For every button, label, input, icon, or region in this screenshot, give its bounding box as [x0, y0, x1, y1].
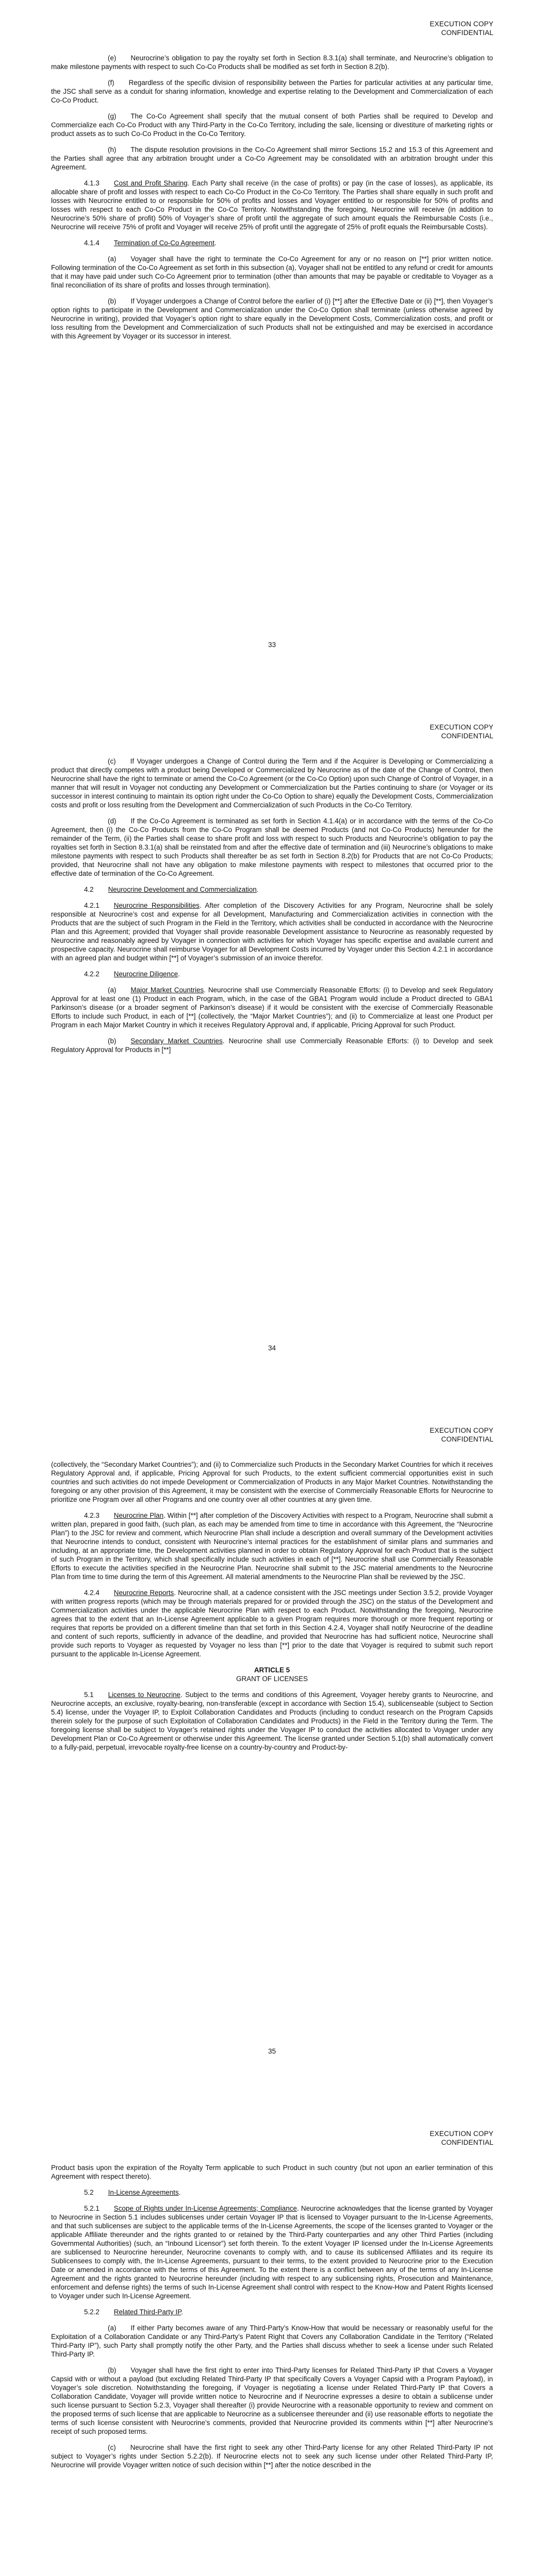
- article-number: ARTICLE 5: [254, 1666, 290, 1674]
- section-heading: Neurocrine Reports: [113, 1589, 174, 1597]
- section-4-2: 4.2 Neurocrine Development and Commercialization.: [84, 886, 259, 893]
- section-heading: Neurocrine Responsibilities: [113, 902, 200, 909]
- header-confidential: CONFIDENTIAL: [441, 732, 493, 740]
- section-heading: Secondary Market Countries: [130, 1037, 223, 1045]
- article-title: GRANT OF LICENSES: [236, 1675, 308, 1683]
- page-header: [430, 1426, 493, 1444]
- paragraph: (f) Regardless of the specific division of responsibility between the Parties for particular activities at any particular time, the JSC shall serve as a conduit for sharing information, knowledge and expertise relating to the Development and Commercialization of each Co-Co Product.: [51, 79, 493, 104]
- section-4-2-3: 4.2.3 Neurocrine Plan. Within [**] after completion of the Discovery Activities with respect to a Program, Neurocrine shall submit a written plan, prepared in good faith, (such plan, as each may be amended from time to time in accordance with this Agreement, the “Neurocrine Plan”) to the JSC for review and comment, which Neurocrine Plan shall include a description and overall summary of the Development activities that Neurocrine intends to conduct, consistent with Neurocrine’s internal practices for the establishment of similar plans and summaries and including, at an appropriate time, the Development activities planned in order to obtain Regulatory Approval for each Product that is the subject of such Program in the Territory, which shall specifically include such activities in each of [**]. Neurocrine shall use Commercially Reasonable Efforts to execute the activities specified in the Neurocrine Plan. Neurocrine shall submit to the JSC material amendments to the Neurocrine Plan from time to time during the term of this Agreement. All material amendments to the Neurocrine Plan shall be reviewed by the JSC.: [51, 1512, 493, 1581]
- header-execution-copy: EXECUTION COPY: [430, 2130, 493, 2138]
- section-heading: Neurocrine Development and Commercialization: [108, 886, 257, 893]
- page-33: [0, 0, 544, 703]
- page-number: 34: [268, 1344, 276, 1352]
- section-4-2-4: 4.2.4 Neurocrine Reports. Neurocrine shall, at a cadence consistent with the JSC meetings under Section 3.5.2, provide Voyager with written progress reports (which may be through materials prepared for or provided through the JSC) on the status of the Development and Commercialization activities under the applicable Neurocrine Plan with respect to each Product. Notwithstanding the foregoing, Neurocrine agrees that to the extent that an In-License Agreement applicable to a given Program requires more thorough or more frequent reporting or requires that reports be provided on a different timeline than that set forth in this Section 4.2.4, Voyager shall notify Neurocrine of the deadline and content of such reports, sufficiently in advance of the deadline, and provided that Neurocrine has had sufficient notice, Neurocrine shall provide such reports to Voyager as requested by Voyager no less than [**] prior to the date that Voyager is required to submit such report pursuant to the applicable In-License Agreement.: [51, 1589, 493, 1658]
- page-body: [51, 1460, 493, 1759]
- article-heading: [51, 1666, 493, 1683]
- section-heading: Scope of Rights under In-License Agreements; Compliance: [113, 2205, 297, 2212]
- header-confidential: CONFIDENTIAL: [441, 1435, 493, 1443]
- section-4-1-3: 4.1.3 Cost and Profit Sharing. Each Party shall receive (in the case of profits) or pay (in the case of losses), as applicable, its allocable share of profit and losses with respect to each Co-Co Product in the Co-Co Territory. The Parties shall share equally in such profit and losses with Neurocrine entitled to or responsible for 50% of profits and losses and Voyager entitled to or responsible for 50% of profits and losses with respect to each Co-Co Product in the Co-Co Territory. Notwithstanding the foregoing, Neurocrine will receive (in addition to Neurocrine’s 50% share of profit) 50% of Voyager’s share of profit until the aggregate of such amount equals the Reimbursable Costs (i.e., Neurocrine will receive 75% of profit and Voyager will receive 25% of profit until the aggregate of 25% of profit equals the Reimbursable Costs).: [51, 179, 493, 231]
- page-number: 33: [268, 641, 276, 649]
- section-heading: Termination of Co-Co Agreement: [113, 239, 215, 247]
- page-36: [0, 2110, 544, 2576]
- paragraph: (g) The Co-Co Agreement shall specify that the mutual consent of both Parties shall be required to Develop and Commercialize each Co-Co Product with any Third-Party in the Co-Co Territory, including the sale, licensing or divestiture of marketing rights or product assets as to such Co-Co Product in the Co-Co Territory.: [51, 112, 493, 138]
- header-confidential: CONFIDENTIAL: [441, 29, 493, 37]
- section-5-2-2: 5.2.2 Related Third-Party IP.: [84, 2308, 184, 2316]
- section-heading: Licenses to Neurocrine: [108, 1691, 180, 1699]
- section-heading: Neurocrine Plan: [113, 1512, 164, 1519]
- paragraph: (c) Neurocrine shall have the first right to seek any other Third-Party license for any other Related Third-Party IP not subject to Voyager’s rights under Section 5.2.2(b). If Neurocrine elects not to seek any such license under other Related Third-Party IP, Neurocrine will provide Voyager written notice of such decision within [**] after the notice described in the: [51, 2444, 493, 2469]
- paragraph: (b) Secondary Market Countries. Neurocrine shall use Commercially Reasonable Efforts: (i) to Develop and seek Regulatory Approval for Products in [**]: [51, 1037, 493, 1054]
- paragraph: (h) The dispute resolution provisions in the Co-Co Agreement shall mirror Sections 15.2 and 15.3 of this Agreement and the Parties shall agree that any arbitration brought under a Co-Co Agreement may be consolidated with an arbitration brought under this Agreement.: [51, 146, 493, 171]
- header-execution-copy: EXECUTION COPY: [430, 723, 493, 731]
- paragraph: (a) If either Party becomes aware of any Third-Party’s Know-How that would be necessary or reasonably useful for the Exploitation of a Collaboration Candidate or any Third-Party’s Patent Right that Covers any Collaboration Candidate in the Territory (“Related Third-Party IP”), such Party shall promptly notify the other Party, and the Parties shall discuss whether to seek a license under such Related Third-Party IP.: [51, 2324, 493, 2358]
- paragraph: (collectively, the “Secondary Market Countries”); and (ii) to Commercialize such Products in the Secondary Market Countries for which it receives Regulatory Approval and, if applicable, Pricing Approval for such Products, to the extent sufficient commercial opportunities exist in such countries and such activities do not impede Development or Commercialization of Products in any Major Market Countries. Notwithstanding the foregoing or any other provision of this Agreement, it may be consistent with the exercise of Commercially Reasonable Efforts for Neurocrine to prioritize one Program over all other Programs and one country over all other countries at any given time.: [51, 1461, 493, 1503]
- paragraph: (b) Voyager shall have the first right to enter into Third-Party licenses for Related Third-Party IP that Covers a Voyager Capsid with or without a payload (but excluding Related Third-Party IP that specifically Covers a Voyager Capsid with a Program Payload), in Voyager’s sole discretion. Notwithstanding the foregoing, if Voyager is negotiating a license under Related Third-Party IP that Covers a Collaboration Candidate, Voyager will provide written notice to Neurocrine and if Neurocrine expresses a desire to obtain a sublicense under such license pursuant to Section 5.2.3, Voyager shall thereafter (i) provide Neurocrine with a reasonable opportunity to review and comment on the proposed terms of such license that are applicable to Neurocrine as a sublicensee thereunder and (ii) use reasonable efforts to negotiate the terms of such license consistent with Neurocrine’s comments, provided that Neurocrine provided its comments within [**] after Neurocrine’s receipt of such proposed terms.: [51, 2366, 493, 2435]
- page-header: [430, 2129, 493, 2147]
- page-header: [430, 20, 493, 37]
- paragraph: Product basis upon the expiration of the Royalty Term applicable to such Product in such country (but not upon an earlier termination of this Agreement with respect thereto).: [51, 2164, 493, 2180]
- section-heading: Major Market Countries: [130, 986, 204, 994]
- section-4-2-2: 4.2.2 Neurocrine Diligence.: [84, 970, 180, 978]
- paragraph: (d) If the Co-Co Agreement is terminated as set forth in Section 4.1.4(a) or in accordance with the terms of the Co-Co Agreement, then (i) the Co-Co Products from the Co-Co Program shall be deemed Products (and not Co-Co Products) hereunder for the remainder of the Term, (ii) the Parties shall cease to share profit and loss with respect to such Products and Neurocrine’s obligation to pay the royalties set forth in Section 8.3.1(a) shall be reinstated from and after the effective date of termination and (iii) Neurocrine’s obligations to make milestone payments with respect to such Products shall thereafter be as set forth in Section 8.2(b) for Products that are not Co-Co Products; provided, that Neurocrine shall not have any obligation to make milestone payments with respect to milestones that occurred prior to the effective date of termination of the Co-Co Agreement.: [51, 817, 493, 877]
- header-confidential: CONFIDENTIAL: [441, 2139, 493, 2146]
- header-execution-copy: EXECUTION COPY: [430, 20, 493, 28]
- header-execution-copy: EXECUTION COPY: [430, 1427, 493, 1434]
- paragraph: (c) If Voyager undergoes a Change of Control during the Term and if the Acquirer is Developing or Commercializing a product that directly competes with a product being Developed or Commercialized by Neurocrine as of the date of the Change of Control, then Neurocrine shall have the right to terminate or amend the Co-Co Agreement (or the Co-Co Option) upon such Change of Control of Voyager, in a manner that will result in Voyager not conducting any Development or Commercialization but the Parties continuing to share (or Voyager or its successor in interest continuing to maintain its option right under the Co-Co Option to share) equally the Development Costs, Commercialization costs and profit or loss resulting from the Development and Commercialization of such Products in the Co-Co Territory.: [51, 757, 493, 809]
- page-body: [51, 54, 493, 348]
- paragraph: (e) Neurocrine’s obligation to pay the royalty set forth in Section 8.3.1(a) shall terminate, and Neurocrine’s obligation to make milestone payments with respect to such Co-Co Products shall be modified as set forth in Section 8.2(b).: [51, 54, 493, 71]
- section-heading: Related Third-Party IP: [113, 2308, 182, 2316]
- page-body: [51, 2163, 493, 2477]
- page-35: [0, 1406, 544, 2110]
- section-heading: Neurocrine Diligence: [113, 970, 178, 978]
- section-5-1: 5.1 Licenses to Neurocrine. Subject to the terms and conditions of this Agreement, Voyager hereby grants to Neurocrine, and Neurocrine accepts, an exclusive, royalty-bearing, non-transferable (except in accordance with Section 15.4), sublicenseable (subject to Section 5.4) license, under the Voyager IP, to Exploit Collaboration Candidates and Products (including to conduct research on the Program Capsids therein solely for the purpose of such Exploitation of Collaboration Candidates and Products) in the Field in the Territory during the Term. The foregoing license shall be subject to Voyager’s retained rights under the Voyager IP to conduct the activities allocated to Voyager under any Development Plan or Co-Co Agreement or otherwise under this Agreement. The license granted under Section 5.1(b) shall automatically convert to a fully-paid, perpetual, irrevocable royalty-free license on a country-by-country and Product-by-: [51, 1691, 493, 1751]
- section-5-2: 5.2 In-License Agreements.: [84, 2189, 181, 2196]
- page-body: [51, 757, 493, 1061]
- section-heading: Cost and Profit Sharing: [113, 179, 188, 187]
- section-5-2-1: 5.2.1 Scope of Rights under In-License Agreements; Compliance. Neurocrine acknowledges that the license granted by Voyager to Neurocrine in Section 5.1 includes sublicenses under certain Voyager IP that is licensed to Voyager pursuant to the In-License Agreements, and that such sublicenses are subject to the applicable terms of the In-License Agreements, the scope of the licenses granted to Voyager or the applicable Affiliate thereunder and the rights granted to or retained by the Third-Party counterparties and any other Third Parties (including Governmental Authorities) (such, an “Inbound Licensor”) set forth therein. To the extent Voyager IP licensed under the In-License Agreements are sublicensed to Neurocrine hereunder, Neurocrine covenants to comply with, and to cause its sublicensed Affiliates and its require its Sublicensees to comply with, the In-License Agreements, pursuant to their terms, to the extent provided to Neurocrine prior to the Execution Date or amended in accordance with the terms of this Agreement. To the extent there is a conflict between any of the terms of any In-License Agreement and the rights granted to Neurocrine hereunder (including with respect to any sublicensing rights, Prosecution and Maintenance, enforcement and defense rights) the terms of such In-License Agreement shall control with respect to the Know-How and Patent Rights licensed to Voyager under such In-License Agreement.: [51, 2205, 493, 2300]
- section-heading: In-License Agreements: [108, 2189, 179, 2196]
- section-4-1-4: 4.1.4 Termination of Co-Co Agreement.: [84, 239, 217, 247]
- section-4-2-1: 4.2.1 Neurocrine Responsibilities. After completion of the Discovery Activities for any Program, Neurocrine shall be solely responsible at Neurocrine’s cost and expense for all Development, Manufacturing and Commercialization activities in connection with the Products that are the subject of such Program in the Field in the Territory, which activities shall be conducted in accordance with the Neurocrine Plan and this Agreement; provided that Voyager shall provide reasonable Development assistance to Neurocrine as reasonably requested by Neurocrine and reasonably agreed by Voyager in connection with activities for which Voyager has specific expertise and available current and prospective capacity. Neurocrine shall reimburse Voyager for all Development Costs incurred by Voyager under this Section 4.2.1 in accordance with an agreed plan and budget within [**] of Voyager’s submission of an invoice therefor.: [51, 902, 493, 962]
- paragraph: (a) Voyager shall have the right to terminate the Co-Co Agreement for any or no reason on [**] prior written notice. Following termination of the Co-Co Agreement as set forth in this subsection (a), Voyager shall not be entitled to any refund or credit for amounts that it may have paid under such Co-Co Agreement prior to termination (other than amounts that may be payable or creditable to Voyager as a final reconciliation of its share of profits and losses through termination).: [51, 255, 493, 289]
- page-34: [0, 703, 544, 1406]
- page-number: 35: [268, 2047, 276, 2055]
- page-header: [430, 723, 493, 740]
- paragraph: (b) If Voyager undergoes a Change of Control before the earlier of (i) [**] after the Effective Date or (ii) [**], then Voyager’s option rights to participate in the Development and Commercialization under the Co-Co Option shall terminate (unless otherwise agreed by Neurocrine in writing), provided that Voyager’s option right to share equally in the Development Costs, Commercialization costs, and profit or loss resulting from the Development and Commercialization of such Products shall not be extinguished and may be exercised in accordance with this Agreement by Voyager or its successor in interest.: [51, 297, 493, 340]
- paragraph: (a) Major Market Countries. Neurocrine shall use Commercially Reasonable Efforts: (i) to Develop and seek Regulatory Approval for at least one (1) Product in each Program, which, in the case of the GBA1 Program would include a Product directed to GBA1 Parkinson’s disease (or a broader segment of Parkinson’s disease) if it would be consistent with the exercise of Commercially Reasonable Efforts to include such Product, in each of [**] (collectively, the “Major Market Countries”); and (ii) to Commercialize at least one Product per Program in each Major Market Country in which it receives Regulatory Approval and, if applicable, Pricing Approval for such Product.: [51, 986, 493, 1029]
